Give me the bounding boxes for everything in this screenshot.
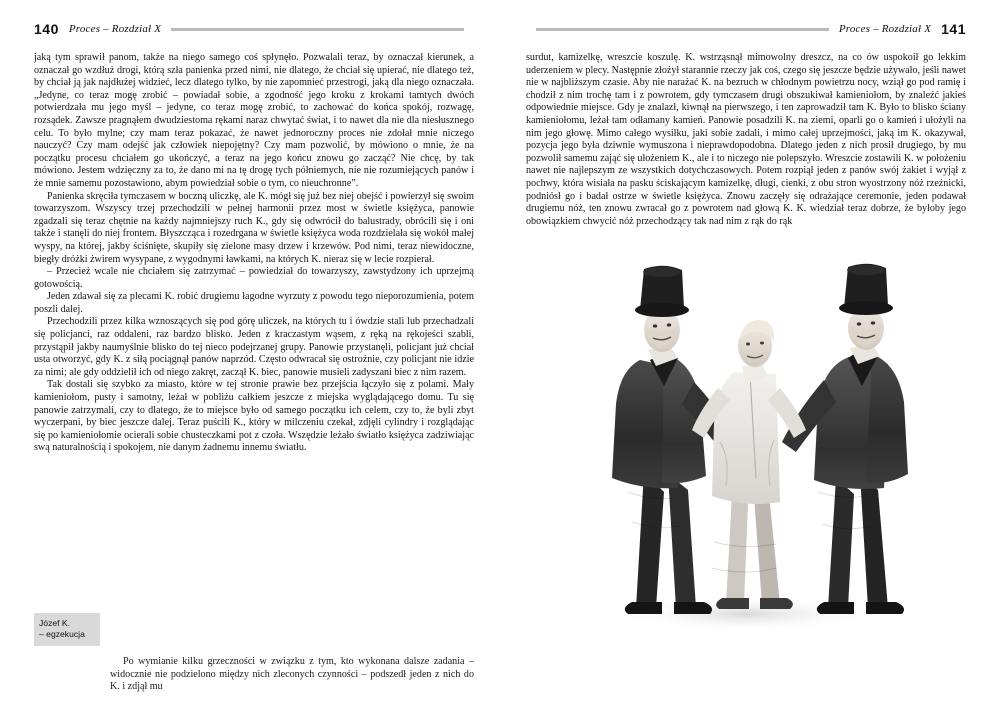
paragraph: Tak dostali się szybko za miasto, które w tej stronie prawie bez przejścia łączyło się z polami. Mały kamieniołom, pusty i samotny, leżał w pobliżu całkiem jeszcze z miejska wyglądającego domu. Tu się panowie zatrzymali, czy to dlatego, że to miejsce było od samego początku ich celem, czy to, że byli zbyt wyczerpani, by biec jeszcze dalej. Teraz puścili K., który w milczeniu czekał, zdjęli cylindry i rozglądając się po kamieniołomie ocierali sobie chusteczkami pot z czoła. Wszędzie leżało światło księżyca zadziwiając swą naturalnością i spokojem, nie danym żadnemu innemu światłu.	[34, 379, 474, 454]
paragraph: Jeden zdawał się za plecami K. robić drugiemu łagodne wyrzuty z powodu tego nieporozumienia, potem poszli dalej.	[34, 291, 474, 315]
left-running-head	[34, 20, 474, 38]
margin-note-line-2: – egzekucja	[39, 629, 85, 639]
left-folio-number: 140	[34, 21, 59, 37]
paragraph: Po wymianie kilku grzeczności w związku z tym, kto wykonana dalsze zadania – widocznie nie podzielono między nich zleconych czynności – podszedł jeden z nich do K. i zdjął mu	[110, 656, 474, 693]
right-running-title: Proces – Rozdział X	[838, 23, 932, 35]
paragraph: surdut, kamizelkę, wreszcie koszulę. K. wstrząsnął mimowolny dreszcz, na co ów uspokoił go lekkim uderzeniem w plecy. Następnie złożył starannie rzeczy jak coś, czego się jeszcze będzie używało, jeśli nawet nie w najbliższym czasie. Aby nie narażać K. na bezruch w chłodnym powietrzu nocy, wziął go pod ramię i chodził z nim trochę tam i z powrotem, gdy tymczasem drugi obszukiwał kamieniołom, by znaleźć jakieś odpowiednie miejsce. Gdy je znalazł, kiwnął na pierwszego, i ten zaprowadził tam K. Było to blisko ściany kamieniołomu, leżał tam odłamany kamień. Panowie posadzili K. na ziemi, oparli go o kamień i ułożyli na nim jego głowę. Mimo całego wysiłku, jaki sobie zadali, i mimo całej uprzejmości, jaką im K. okazywał, pozycja jego była dziwnie wymuszona i nieprawdopodobna. Dlatego jeden z nich prosił drugiego, by mu pozwolił samemu zająć się ułożeniem K., ale i to niczego nie polepszyło. Wreszcie zostawili K. w położeniu nawet nie najlepszym ze wszystkich dotychczasowych. Potem rozpiął jeden z panów swój żakiet i wyjął z pochwy, która wisiała na pasku ściskającym kamizelkę, długi, cienki, z obu stron wyostrzony nóż rzeźnicki, podniósł go i badał ostrze w świetle księżyca. Znowu zaczęły się odrażające ceremonie, jeden podawał drugiemu nóż, ten znowu zwracał go z powrotem nad głową K. K. wiedział teraz dobrze, że byłoby jego obowiązkiem chwycić nóż przechodzący tak nad nim z rąk do rąk	[526, 52, 966, 227]
paragraph: jaką tym sprawił panom, także na niego samego coś spłynęło. Pozwalali teraz, by oznaczał kierunek, a oznaczał go wzdłuż drogi, którą szła panienka przed nimi, nie dlatego, że chciał się upierać, nie dlatego też, by chciał ją jak najdłużej widzieć, lecz dlatego tylko, by nie zapomnieć przestrogi, jaką dla niego oznaczała. „Jedyne, co teraz mogę zrobić – powiadał sobie, a zgodność jego kroku z krokami tamtych dwóch potwierdzała mu jego myśl – jedyne, co teraz mogę zrobić, to zachować do końca spokój, rozwagę, rozsądek. Zawsze pragnąłem dwudziestoma rękami naraz chwytać świat, i to nawet dla nie dla niesłusznego celu. To było mylne; czy mam teraz pokazać, że nawet jednoroczny proces nie zdołał mnie niczego nauczyć? Czy mam odejść jak człowiek niepojętny? Czy mam pozwolić, by mówiono o mnie, że na początku procesu chciałem go ukończyć, a teraz na jego końcu znowu go zacząć? Nie chcę, by tak mówiono. Jestem wdzięczny za to, że dano mi na tę drogę tych półniemych, nie nie rozumiejących panów i że mnie samemu pozostawiono, abym powiedział sobie o tym, co nieuchronne”.	[34, 52, 474, 189]
running-head-rule	[536, 28, 829, 31]
left-page-wrapped-text	[110, 656, 474, 694]
right-folio-number: 141	[941, 21, 966, 37]
figure-right	[782, 264, 908, 614]
right-running-head	[526, 20, 966, 38]
left-page-body	[34, 52, 474, 455]
three-men-in-top-hats-illustration	[536, 242, 956, 642]
right-page	[500, 0, 1000, 712]
right-page-body	[526, 52, 966, 228]
margin-note-box	[34, 613, 100, 646]
paragraph: – Przecież wcale nie chciałem się zatrzymać – powiedział do towarzyszy, zawstydzony ich uprzejmą gotowością.	[34, 266, 474, 290]
figure-centre	[692, 320, 806, 609]
paragraph: Przechodzili przez kilka wznoszących się pod górę uliczek, na których tu i ówdzie stali lub przechadzali się policjanci, raz oddaleni, raz bardzo blisko. Jeden z kraczastym wąsem, z ręką na rękojeści szabli, przystąpił jakby naumyślnie blisko do tej nieco podejrzanej grupy. Panowie przystanęli, policjant już chciał usta otworzyć, gdy K. z siłą pociągnął panów naprzód. Często odwracał się ostrożnie, czy policjant nie idzie za nimi; ale gdy oddzielił ich od niego zakręt, zaczął K. biec, panowie musieli zadyszani biec z nim razem.	[34, 316, 474, 378]
margin-note-line-1: Józef K.	[39, 618, 71, 628]
paragraph: Panienka skręciła tymczasem w boczną uliczkę, ale K. mógł się już bez niej obejść i powierzył się swoim towarzyszom. Wszyscy trzej przechodzili w pełnej harmonii przez most w świetle księżyca, panowie zgadzali się teraz chętnie na każdy najmniejszy ruch K., gdy się odwrócił do balustrady, obrócili się i oni także i stanęli do niej frontem. Błyszcząca i rozedrgana w świetle księżyca woda rozdzielała się wokół małej wyspy, na której, jakby ściśnięte, skupiły się zielone masy drzew i krzewów. Pod nimi, teraz niewidoczne, biegły dróżki żwirem wysypane, z wygodnymi ławkami, na których K. nieraz się w lecie rozpierał.	[34, 190, 474, 265]
running-head-rule	[171, 28, 464, 31]
left-running-title: Proces – Rozdział X	[68, 23, 162, 35]
